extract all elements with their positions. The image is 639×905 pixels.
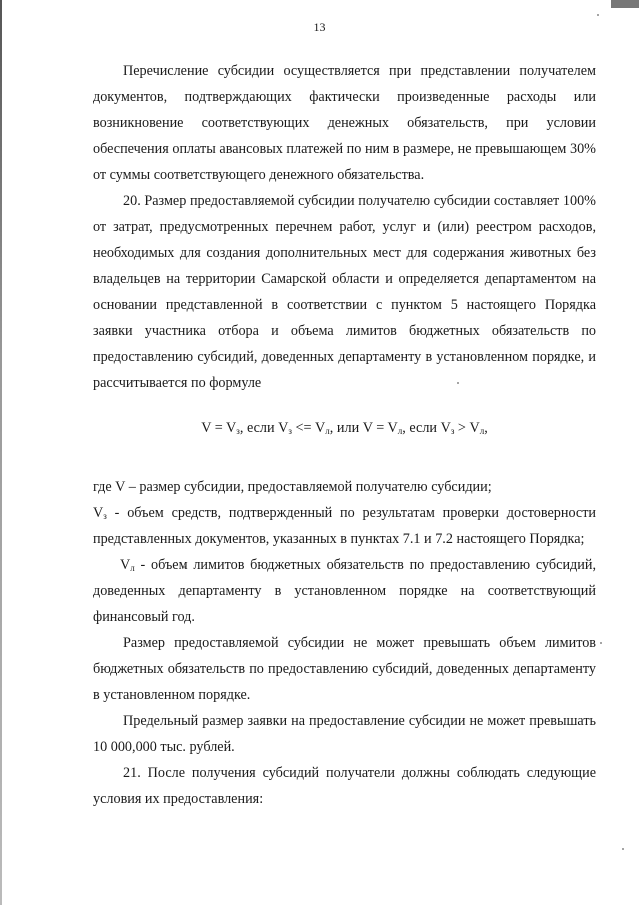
definition-Vz: $V_з$ - объем средств, подтвержденный по результатам проверки достоверности представленных документов, указанных в пунктах 7.1 и 7.2 настоящего Порядка;: [93, 505, 596, 547]
scan-speck: [622, 848, 624, 850]
scan-left-edge: [0, 0, 2, 905]
scan-corner-mark: [611, 0, 639, 8]
paragraph-21-conditions: 21. После получения субсидий получатели должны соблюдать следующие условия их предоставления:: [93, 765, 596, 807]
subsidy-formula: $V = V_з$, если $V_з <= V_л$, или $V = V_л$, если $V_з > V_л$,: [201, 420, 488, 436]
document-body: [93, 58, 596, 812]
scan-speck: [600, 642, 602, 644]
definition-V: где V – размер субсидии, предоставляемой получателю субсидии;: [93, 479, 492, 495]
paragraph-max-application: Предельный размер заявки на предоставление субсидии не может превышать 10 000,000 тыс. рублей.: [93, 713, 596, 755]
paragraph-limit: Размер предоставляемой субсидии не может превышать объем лимитов бюджетных обязательств по предоставлению субсидий, доведенных департаменту в установленном порядке.: [93, 635, 596, 703]
paragraph-20-subsidy-size: 20. Размер предоставляемой субсидии получателю субсидии составляет 100% от затрат, предусмотренных перечнем работ, услуг и (или) реестром расходов, необходимых для создания дополнительных мест для содержания животных без владельцев на территории Самарской области и определяется департаментом на основании представленной в соответствии с пунктом 5 настоящего Порядка заявки участника отбора и объема лимитов бюджетных обязательств по предоставлению субсидий, доведенных департаменту в установленном порядке, и рассчитывается по формуле: [93, 193, 596, 391]
paragraph-subsidy-transfer: Перечисление субсидии осуществляется при представлении получателем документов, подтверждающих фактически произведенные расходы или возникновение соответствующих денежных обязательств, при условии обеспечения оплаты авансовых платежей по ним в размере, не превышающем 30% от суммы соответствующего денежного обязательства.: [93, 63, 596, 183]
page-number: 13: [313, 20, 326, 34]
scan-speck: [597, 14, 599, 16]
definition-Vl: $V_л$ - объем лимитов бюджетных обязательств по предоставлению субсидий, доведенных департаменту в установленном порядке на соответствующий финансовый год.: [93, 557, 596, 625]
